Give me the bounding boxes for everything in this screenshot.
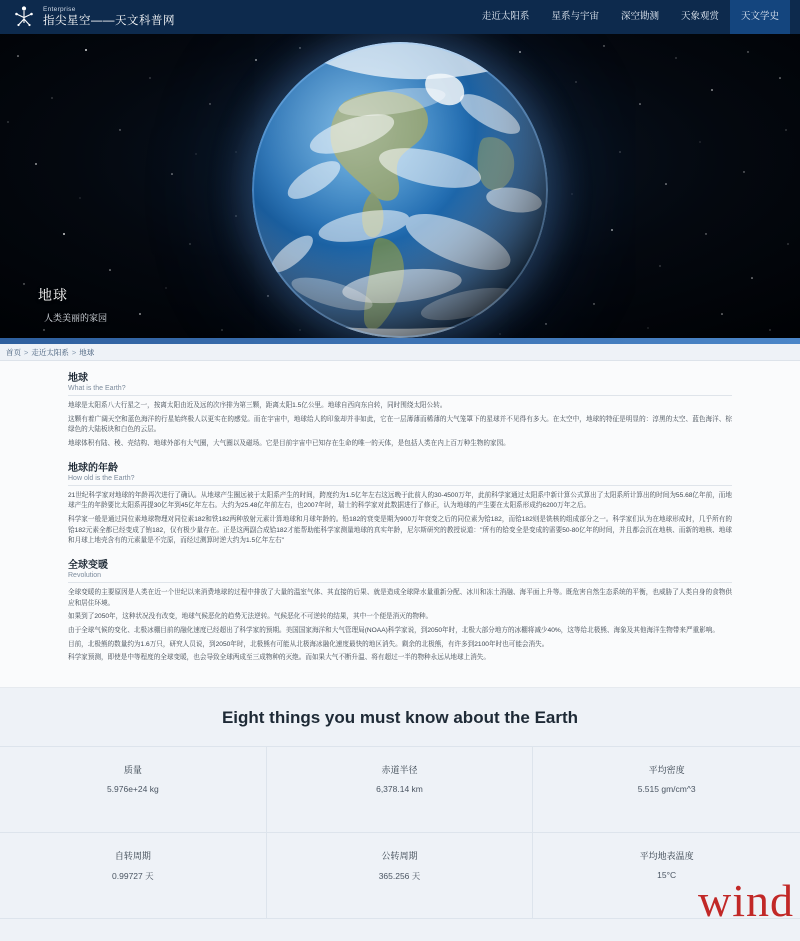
hero-title: 地球 (38, 287, 68, 303)
fact-cell-mean-density (533, 747, 800, 833)
hero-caption (38, 285, 107, 324)
earth-image (252, 42, 548, 338)
section-subheading: How old is the Earth? (68, 474, 135, 482)
section-divider (68, 485, 732, 486)
section-heading: 地球 (68, 373, 88, 384)
nav-item-galaxies-universe[interactable]: 星系与宇宙 (551, 11, 599, 22)
fact-cell-mass (0, 747, 267, 833)
fact-value: 0.99727 天 (112, 871, 154, 882)
paragraph: 科学家预测，即使是中等程度的全球变暖，也会导致全球两成至三成物种的灭绝。而如果大气不断升温、将有超过一半的物种永远从地球上消失。 (68, 654, 490, 662)
hero-subtitle: 人类美丽的家园 (44, 313, 108, 323)
hero-banner (0, 34, 800, 344)
paragraph: 科学家一般是通过同位素地球物理对同位素182和铁182两种放射元素计算地球和月球年龄的。铅182的衰变是期为900万年衰变之后的同位素为铪182，而铪182则是铣核的组成部分之一。科学家们认为在地球形成时，几乎所有的铪182元素全都已经变成了铕182，仅有极少量存在。正是这两副合成铪182才能帮助能科学家测量地球的真实年龄，尼尔斯研究的教授说道："所有的铪变全是变成的需要50-80亿年的时间，并且都会沉在地核、而新的地核、地球和月球上地壳含有的元素量是不完原，而经过测算时逆大约为1.5亿年左右" (68, 516, 732, 545)
article-section-global-warming (68, 556, 732, 664)
article-section-what-is-earth (68, 369, 732, 450)
fact-cell-orbital-period (267, 833, 534, 919)
fact-label: 平均密度 (648, 765, 685, 776)
section-subheading: Revolution (68, 572, 102, 580)
fact-label: 自转周期 (114, 851, 151, 862)
fact-value: 5.976e+24 kg (106, 784, 159, 795)
hero-accent-bar (0, 338, 800, 344)
fact-cell-mean-surface-temperature (533, 833, 800, 919)
section-divider (68, 582, 732, 583)
nav-item-deep-space[interactable]: 深空勘测 (620, 11, 659, 22)
breadcrumb-separator: > (71, 347, 77, 357)
nav-item-sky-events[interactable]: 天象观赏 (680, 11, 719, 22)
fact-value: 5.515 gm/cm^3 (637, 784, 696, 795)
breadcrumb-item-current: 地球 (79, 347, 95, 357)
breadcrumb-separator: > (24, 347, 29, 357)
facts-title: Eight things you must know about the Earth (221, 708, 579, 728)
main-nav (471, 0, 790, 34)
brand-subtitle-en: Enterprise (43, 5, 76, 13)
fact-label: 赤道半径 (381, 765, 418, 776)
fact-label: 平均地表温度 (639, 851, 694, 862)
paragraph: 由于全球气候的变化、北极冰棚目前的融化速度已经超出了科学家的预期。美国国家海洋和大气管理局(NOAA)科学家说，到2050年时，北极大部分地方的冰棚将减少40%，这等给北极熊、海象及其他海洋生物带来严重影响。 (68, 627, 719, 635)
nav-item-solar-system[interactable]: 走近太阳系 (481, 11, 530, 22)
fact-label: 公转周期 (381, 851, 418, 862)
fact-value: 6,378.14 km (376, 784, 423, 795)
section-heading: 地球的年龄 (68, 462, 118, 474)
fact-cell-equatorial-radius (267, 747, 534, 833)
article-body (0, 361, 800, 688)
brand-title-cn: 指尖星空——天文科普网 (43, 15, 175, 28)
breadcrumb-item-solar-system[interactable]: 走近太阳系 (31, 347, 69, 357)
brand[interactable] (12, 4, 175, 30)
nav-item-astronomy-history[interactable]: 天文学史 (730, 0, 790, 34)
breadcrumb (0, 344, 800, 361)
fact-label: 质量 (123, 765, 142, 776)
paragraph: 如果到了2050年，这种状况没有改变，地球气候恶化的趋势无法逆转。气候恶化不可逆转的结果，其中一个便是消灭的物种。 (68, 613, 433, 621)
section-subheading: What is the Earth? (68, 385, 126, 392)
watermark: wind (698, 875, 794, 927)
paragraph: 全球变暖的主要原因是人类在近一个世纪以来消费地球的过程中排放了大量的温室气体、其直接的后果、就是造成全球降水量重新分配、冰川和冻土消融、海平面上升等。既危害自然生态系统的平衡，也威胁了人类自身的食物供应和居住环境。 (68, 589, 732, 607)
paragraph: 地球体积有陆、稜、壳结构、地球外部有大气圈，大气圈以及磁场。它是目前宇宙中已知存在生命的唯一的天体，是包括人类在内上百万种生物的家园。 (68, 440, 510, 448)
fact-cell-rotation-period (0, 833, 267, 919)
facts-section (0, 688, 800, 941)
section-heading: 全球变暖 (68, 560, 108, 572)
breadcrumb-item-home[interactable]: 首页 (6, 347, 21, 357)
paragraph: 这颗有着广阔天空和蓝色海洋的行星始终极人以更实在的感觉。而在宇宙中，地球给人的印象却并非如此，它在一层薄薄而稀薄的大气笼罩下的星球并不见得有多大。在太空中，地球的特征是明显的：淳黑的太空、蓝色海洋、棕绿色的大陆板块和白色的云层。 (68, 415, 732, 434)
constellation-logo-icon (12, 4, 36, 30)
fact-value: 365.256 天 (378, 871, 421, 882)
paragraph: 目前，北极熊的数量约为1.6万只，研究人员说，到2050年时，北极熊有可能从北极海冰融化速度最快的地区消失。剩余的北极熊，有许多到2100年时也可能会消失。 (68, 640, 549, 648)
facts-grid (0, 746, 800, 919)
paragraph: 地球是太阳系八大行星之一，按离太阳由近及远的次序排为第三颗，距离太阳1.5亿公里。地球自西向东自转，同时围绕太阳公转。 (68, 402, 447, 409)
site-header (0, 0, 800, 34)
fact-value: 15°C (657, 870, 677, 881)
paragraph: 21世纪科学家对地球的年龄再次进行了确认。从地球产生圈远被于太阳系产生的时间，跨度约为1.5亿年左右这远晚于此前人的30-4500万年，此前科学家通过太阳系中新计算公式算出了太阳系所计算出的时间为55.68亿年前，而地球产生的年龄要比太阳系再提30亿年到45亿年左右。大约为25.48亿年前左右，也2007年时，瑞士的科学家对此数据进行了修正，认为地球的产生要在太阳系形成约6200万年之后。 (68, 491, 732, 510)
section-divider (68, 395, 732, 396)
article-section-age-of-earth (68, 459, 732, 547)
